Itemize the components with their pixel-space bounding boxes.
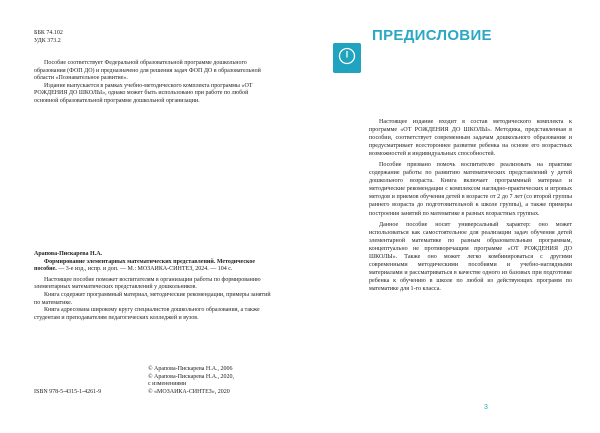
catalog-title-line bbox=[34, 259, 272, 274]
intro-notes bbox=[34, 60, 272, 106]
annotation-3: Книга адресована широкому кругу специалистов дошкольного образования, а также студентам и преподавателям педагогических колледжей и вузов. bbox=[34, 307, 260, 321]
copyright-line-2: © Арапова-Пискарева Н.А., 2020, bbox=[148, 373, 235, 380]
power-icon bbox=[338, 47, 356, 70]
preface-paragraph-3: Данное пособие носит универсальный характер: оно может использоваться как самостоятельное для реализации задач обучения детей элементарной математике по разным образовательным программам, концептуально не противоречащим программе «ОТ РОЖДЕНИЯ ДО ШКОЛЫ». Также оно может легко комбинироваться с другими современными методическими пособиями и учебно-наглядными материалами и рассматриваться в качестве одного из базовых при подготовке ребенка к обучению в школе по любой из действующих программ по математике для 1-го класса. bbox=[369, 221, 572, 292]
copyright-block bbox=[148, 366, 278, 396]
preface-text bbox=[369, 118, 572, 293]
page-title: ПРЕДИСЛОВИЕ bbox=[372, 27, 492, 44]
copyright-line-4: © «МОЗАИКА-СИНТЕЗ», 2020 bbox=[148, 388, 230, 395]
preface-paragraph-2: Пособие призвано помочь воспитателю реализовать на практике содержание работы по развитию математических представлений у детей дошкольного возраста. Книга включает программный материал и методические рекомендации с комплексом наглядно-практических и игровых методов и приемов обучения детей в возрасте от 2 до 7 лет (со второй группы раннего возраста до подготовительной к школе группы), а также примеры построения занятий по математике в разных возрастных группах. bbox=[369, 162, 572, 217]
bbk-code: ББК 74.102 bbox=[34, 30, 63, 36]
classification-codes bbox=[34, 30, 154, 45]
copyright-line-1: © Арапова-Пискарева Н.А., 2006 bbox=[148, 366, 233, 372]
catalog-record bbox=[34, 251, 272, 322]
program-note: Издание выпускается в рамках учебно-методического комплекта программы «ОТ РОЖДЕНИЯ ДО ШКОЛЫ», однако может быть использовано при работе по любой основной образовательной программе дошкольной организации. bbox=[34, 82, 253, 104]
udk-code: УДК 373.2 bbox=[34, 37, 61, 44]
catalog-imprint: — 3-е изд., испр. и доп. — М.: МОЗАИКА-СИНТЕЗ, 2024. — 104 с. bbox=[58, 266, 233, 273]
annotation-2: Книга содержит программный материал, методические рекомендации, примеры занятий по математике. bbox=[34, 291, 271, 306]
copyright-line-3: с изменениями bbox=[148, 381, 187, 388]
isbn: ISBN 978-5-4315-1-4261-9 bbox=[34, 389, 102, 395]
catalog-author: Арапова-Пискарева Н.А. bbox=[34, 251, 103, 257]
page-number: 3 bbox=[484, 404, 488, 411]
catalog-title: Формирование элементарных математических представлений. Методическое пособие. bbox=[34, 258, 256, 273]
fop-note: Пособие соответствует Федеральной образовательной программе дошкольного образования (ФОП ДО) и предназначено для решения задач ФОП ДО в образовательной области «Познавательное развитие». bbox=[34, 60, 261, 82]
annotation-1: Настоящее пособие поможет воспитателям в организации работы по формированию элементарных математических представлений у дошкольников. bbox=[34, 276, 261, 291]
series-logo bbox=[333, 43, 361, 73]
preface-paragraph-1: Настоящее издание входит в состав методического комплекта к программе «ОТ РОЖДЕНИЯ ДО ШКОЛЫ». Методика, представленная в пособии, соответствует современным задачам дошкольного образования и предусматривает всестороннее развитие ребенка на основе его возрастных возможностей и индивидуальных способностей. bbox=[369, 119, 572, 158]
